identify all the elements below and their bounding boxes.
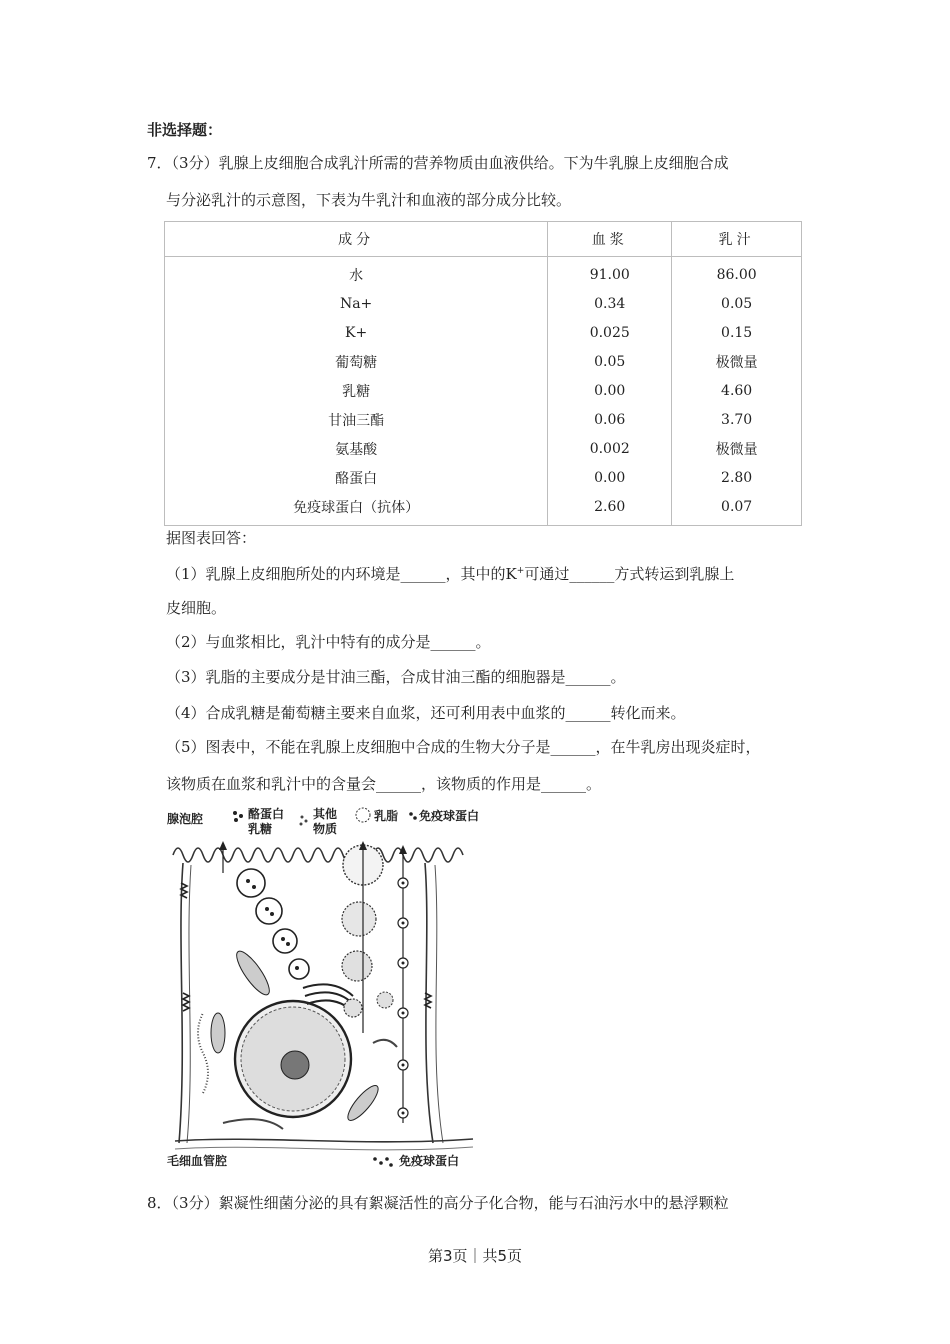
milkfat-droplet bbox=[342, 951, 372, 981]
col-header-milk: 乳汁 bbox=[672, 222, 802, 257]
table-row bbox=[165, 319, 802, 348]
composition-table bbox=[164, 221, 802, 526]
immunoglobulin-bottom-icon bbox=[373, 1157, 393, 1167]
label-lactose: 乳糖 bbox=[248, 822, 273, 836]
table-row bbox=[165, 290, 802, 319]
q7-intro: 据图表回答： bbox=[166, 529, 257, 547]
q7-sub5-line2: 该物质在血浆和乳汁中的含量会______，该物质的作用是______。 bbox=[166, 775, 602, 793]
other-substance-icon bbox=[300, 816, 308, 826]
cell-plasma: 0.00 bbox=[548, 463, 672, 492]
section-title: 非选择题： bbox=[147, 121, 223, 139]
table-row bbox=[165, 257, 802, 290]
label-immunoglobulin-top: 免疫球蛋白 bbox=[419, 809, 480, 823]
cell-plasma: 0.002 bbox=[548, 434, 672, 463]
mitochondrion bbox=[232, 947, 275, 999]
q7-stem-line2: 与分泌乳汁的示意图，下表为牛乳汁和血液的部分成分比较。 bbox=[166, 191, 572, 209]
cell-milk: 0.15 bbox=[672, 319, 802, 348]
col-header-plasma: 血浆 bbox=[548, 222, 672, 257]
q7-sub4: （4）合成乳糖是葡萄糖主要来自血浆，还可利用表中血浆的______转化而来。 bbox=[166, 704, 686, 722]
mitochondrion bbox=[211, 1013, 225, 1053]
casein-dot-icon bbox=[233, 811, 243, 822]
cell-component: 水 bbox=[165, 257, 548, 290]
cell-component: 乳糖 bbox=[165, 377, 548, 406]
cell-component: 甘油三酯 bbox=[165, 405, 548, 434]
left-cell-membrane bbox=[179, 863, 183, 1143]
left-cell-membrane-inner bbox=[187, 865, 191, 1143]
cell-component: 酪蛋白 bbox=[165, 463, 548, 492]
label-other-1: 其他 bbox=[313, 807, 338, 821]
cell-plasma: 2.60 bbox=[548, 492, 672, 525]
cell-milk: 4.60 bbox=[672, 377, 802, 406]
secretory-vesicle bbox=[273, 929, 297, 953]
table-row bbox=[165, 434, 802, 463]
cell-milk: 极微量 bbox=[672, 434, 802, 463]
cell-milk: 0.05 bbox=[672, 290, 802, 319]
junction-left-mid bbox=[183, 993, 189, 1011]
col-header-component: 成分 bbox=[165, 222, 548, 257]
endoplasmic-reticulum bbox=[198, 1013, 208, 1093]
microvilli-membrane bbox=[173, 848, 463, 862]
q7-sub1-text-a: （1）乳腺上皮细胞所处的内环境是______，其中的K bbox=[166, 565, 517, 583]
table-header-row bbox=[165, 222, 802, 257]
nucleolus bbox=[281, 1051, 309, 1079]
secretory-vesicle bbox=[289, 959, 309, 979]
q7-sub1-line1 bbox=[166, 561, 734, 584]
q7-stem-line1: 7．（3分）乳腺上皮细胞合成乳汁所需的营养物质由血液供给。下为牛乳腺上皮细胞合成 bbox=[147, 154, 729, 172]
label-capillary-lumen: 毛细血管腔 bbox=[167, 1154, 228, 1168]
table-row bbox=[165, 405, 802, 434]
cell-component: Na+ bbox=[165, 290, 548, 319]
cell-milk: 0.07 bbox=[672, 492, 802, 525]
right-cell-membrane-inner bbox=[435, 865, 443, 1143]
table-row bbox=[165, 377, 802, 406]
q7-sub1-line2: 皮细胞。 bbox=[166, 599, 227, 617]
milkfat-droplet bbox=[344, 999, 362, 1017]
cell-plasma: 0.06 bbox=[548, 405, 672, 434]
cell-plasma: 91.00 bbox=[548, 257, 672, 290]
q7-sub1-superscript: + bbox=[516, 566, 525, 576]
milkfat-droplet bbox=[377, 992, 393, 1008]
cell-component: K+ bbox=[165, 319, 548, 348]
page-footer: 第3页｜共5页 bbox=[427, 1247, 523, 1265]
cell-plasma: 0.05 bbox=[548, 348, 672, 377]
q7-sub2: （2）与血浆相比，乳汁中特有的成分是______。 bbox=[166, 633, 491, 651]
endoplasmic-reticulum bbox=[223, 1119, 283, 1129]
cell-component: 氨基酸 bbox=[165, 434, 548, 463]
q7-sub5-line1: （5）图表中，不能在乳腺上皮细胞中合成的生物大分子是______，在牛乳房出现炎症时， bbox=[166, 738, 761, 756]
cell-plasma: 0.00 bbox=[548, 377, 672, 406]
q8-stem-line1: 8．（3分）絮凝性细菌分泌的具有絮凝活性的高分子化合物，能与石油污水中的悬浮颗粒 bbox=[147, 1194, 729, 1212]
label-other-2: 物质 bbox=[313, 822, 338, 836]
mammary-cell-diagram bbox=[163, 803, 498, 1175]
cell-milk: 3.70 bbox=[672, 405, 802, 434]
immunoglobulin-dot-icon bbox=[409, 812, 417, 820]
table-row bbox=[165, 492, 802, 525]
milkfat-droplet-icon bbox=[356, 808, 370, 822]
secretory-vesicle bbox=[237, 869, 265, 897]
milkfat-droplet bbox=[342, 902, 376, 936]
cell-milk: 极微量 bbox=[672, 348, 802, 377]
label-milkfat: 乳脂 bbox=[374, 809, 399, 823]
basal-membrane bbox=[175, 1139, 473, 1142]
table-row bbox=[165, 463, 802, 492]
table-row bbox=[165, 348, 802, 377]
q7-sub1-text-b: 可通过______方式转运到乳腺上 bbox=[524, 565, 735, 583]
secretory-vesicle bbox=[256, 898, 282, 924]
label-alveolar-lumen: 腺泡腔 bbox=[167, 812, 204, 826]
cell-component: 免疫球蛋白（抗体） bbox=[165, 492, 548, 525]
cell-component: 葡萄糖 bbox=[165, 348, 548, 377]
label-casein: 酪蛋白 bbox=[248, 807, 285, 821]
capillary-wall bbox=[175, 1147, 473, 1150]
cell-plasma: 0.34 bbox=[548, 290, 672, 319]
q7-sub3: （3）乳脂的主要成分是甘油三酯，合成甘油三酯的细胞器是______。 bbox=[166, 668, 626, 686]
cell-plasma: 0.025 bbox=[548, 319, 672, 348]
cell-milk: 86.00 bbox=[672, 257, 802, 290]
cell-milk: 2.80 bbox=[672, 463, 802, 492]
label-immunoglobulin-bottom: 免疫球蛋白 bbox=[399, 1154, 460, 1168]
mitochondrion bbox=[343, 1082, 382, 1125]
endoplasmic-reticulum bbox=[373, 1040, 397, 1047]
